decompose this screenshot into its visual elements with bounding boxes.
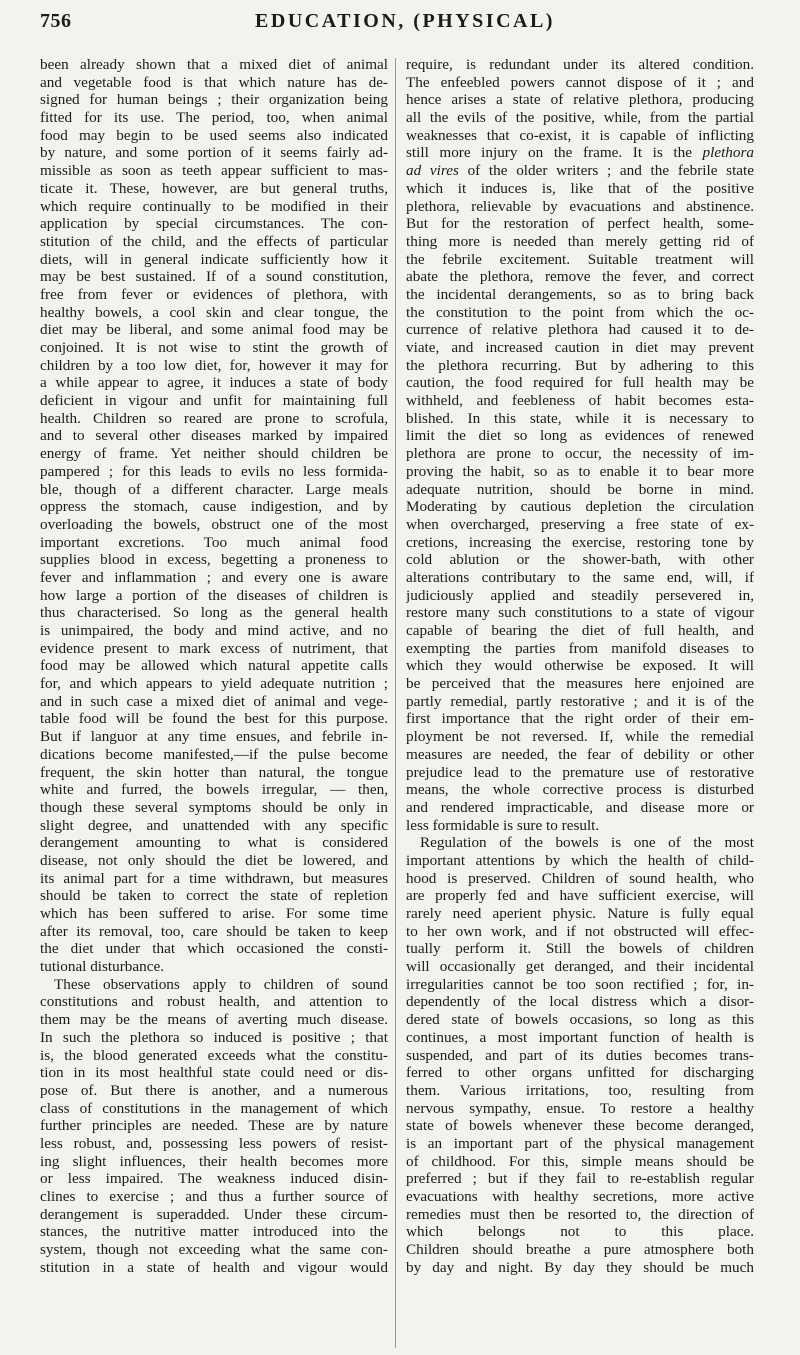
text-line: withheld, and feebleness of habit becomes esta- [406, 392, 754, 410]
left-column [40, 56, 388, 1276]
page-header [40, 10, 770, 40]
text-line: fever and inflammation ; and every one is aware [40, 568, 388, 586]
text-line: ing slight influences, their health becomes more [40, 1152, 388, 1170]
text-line: thing more is needed than merely getting rid of [406, 232, 754, 250]
text-line: for, and which appears to yield adequate nutrition ; [40, 675, 388, 693]
text-line: blished. In this state, while it is necessary to [406, 409, 754, 427]
text-line: prejudice lead to the premature use of restorative [406, 763, 754, 781]
text-line: which has been suffered to arise. For some time [40, 905, 388, 922]
text-line: children by a too low diet, for, however it may for [40, 356, 388, 374]
text-line: slight degree, and unattended with any specific [40, 816, 388, 834]
text-line: irregularities cannot be too soon rectified ; for, in- [406, 975, 754, 993]
text-line: nervous sympathy, ensue. To restore a healthy [406, 1099, 754, 1117]
column-divider [395, 58, 396, 1348]
text-line: which it induces is, like that of the positive [406, 179, 754, 197]
text-line: of childhood. For this, simple means should be [406, 1152, 754, 1170]
text-line: constitutions and robust health, and attention to [40, 993, 388, 1011]
text-line: and vegetable food is that which nature has de- [40, 73, 388, 91]
text-line: plethora, relievable by evacuations and abstinence. [406, 197, 754, 215]
text-line: been already shown that a mixed diet of animal [40, 56, 388, 73]
text-line: diets, will in general indicate sufficiently how it [40, 250, 388, 268]
text-line: still more injury on the frame. It is the plethora [406, 144, 754, 162]
text-line: Regulation of the bowels is one of the most [420, 834, 754, 852]
text-line: suspended, and part of its duties becomes trans- [406, 1046, 754, 1064]
text-line: class of constitutions in the management of which [40, 1099, 388, 1117]
text-line: But if languor at any time ensues, and febrile in- [40, 728, 388, 746]
text-line: pose of. But there is another, and a numerous [40, 1081, 388, 1099]
text-line: food may be allowed which natural appetite calls [40, 657, 388, 675]
text-line: plethora are prone to occur, the necessity of im- [406, 445, 754, 463]
text-line: rarely need aperient physic. Nature is fully equal [406, 905, 754, 922]
text-line: system, though not exceeding what the same con- [40, 1241, 388, 1259]
text-line: measures are needed, the fear of debility or other [406, 745, 754, 763]
text-line: all the evils of the positive, while, from the partial [406, 109, 754, 127]
text-line: food may begin to be used seems also indicated [40, 126, 388, 144]
text-line: which they would otherwise be exposed. It will [406, 657, 754, 675]
text-line: hence arises a state of relative plethora, producing [406, 91, 754, 109]
text-line: and rendered impracticable, and disease more or [406, 798, 754, 816]
text-line: and to several other diseases marked by impaired [40, 427, 388, 445]
text-line: them may be the means of averting much disease. [40, 1011, 388, 1029]
text-line: dependently of the local distress which a disor- [406, 993, 754, 1011]
text-line: by day and night. By day they should be much [406, 1258, 754, 1276]
text-line: free from fever or evidences of plethora, with [40, 285, 388, 303]
text-line: diet may be liberal, and some animal food may be [40, 321, 388, 339]
text-line: a while appear to agree, it induces a state of body [40, 374, 388, 392]
text-line: clines to exercise ; and thus a further source of [40, 1188, 388, 1205]
text-line: capable of bearing the diet of full health, and [406, 622, 754, 639]
text-line: when overcharged, preserving a free state of ex- [406, 515, 754, 533]
text-line: the incidental derangements, so as to bring back [406, 285, 754, 303]
page-number: 756 [40, 10, 72, 32]
text-line: them. Various irritations, too, resulting from [406, 1081, 754, 1099]
text-line: deficient in vigour and unfit for maintaining full [40, 392, 388, 410]
text-line: after its removal, too, care should be taken to keep [40, 922, 388, 940]
text-line: evidence present to mark excess of nutriment, that [40, 639, 388, 657]
text-line: the febrile excitement. Suitable treatment will [406, 250, 754, 268]
text-line: viate, and increased caution in diet may prevent [406, 339, 754, 356]
text-line: is, the blood generated exceeds what the constitu- [40, 1046, 388, 1064]
text-line: by nature, and some portion of it seems fairly ad- [40, 144, 388, 162]
text-line: less formidable is sure to result. [406, 816, 600, 834]
text-line: proving the habit, so as to enable it to bear more [406, 462, 754, 480]
text-line: tually perform it. Still the bowels of children [406, 940, 754, 958]
text-line: its animal part for a time withdrawn, but measures [40, 869, 388, 887]
text-line: These observations apply to children of sound [54, 975, 388, 993]
text-line: limit the diet so long as evidences of renewed [406, 427, 754, 445]
text-line: frequent, the skin hotter than natural, the tongue [40, 763, 388, 781]
text-line: ferred to other organs unfitted for discharging [406, 1064, 754, 1082]
text-line: weaknesses that co-exist, it is capable of inflicting [406, 126, 754, 144]
text-line: stitution of the child, and the effects of particular [40, 232, 388, 250]
text-line: stitution in a state of health and vigour would [40, 1258, 388, 1276]
text-line: healthy bowels, a cool skin and clear tongue, the [40, 303, 388, 321]
text-line: may be best sustained. If of a sound constitution, [40, 268, 388, 286]
text-line: which require continually to be modified in their [40, 197, 388, 215]
text-line: remedies must then be resorted to, the direction of [406, 1205, 754, 1223]
text-line: the constitution to the point from which the oc- [406, 303, 754, 321]
text-line: white and furred, the bowels irregular, — then, [40, 781, 388, 799]
text-line: derangement is superadded. Under these circum- [40, 1205, 388, 1223]
text-line: health. Children so reared are prone to scrofula, [40, 409, 388, 427]
text-line: The enfeebled powers cannot dispose of it ; and [406, 73, 754, 91]
text-line: important excretions. Too much animal food [40, 533, 388, 551]
text-line: tutional disturbance. [40, 958, 164, 976]
text-line: be perceived that the measures here enjoined are [406, 675, 754, 693]
text-line: the plethora recurring. But by adhering to this [406, 356, 754, 374]
text-line: evacuations with healthy secretions, more active [406, 1188, 754, 1205]
text-line: disease, not only should the diet be lowered, and [40, 851, 388, 869]
text-line: supplies blood in excess, begetting a proneness to [40, 551, 388, 569]
text-line: or less impaired. The weakness induced disin- [40, 1170, 388, 1188]
text-line: state of bowels whenever these become deranged, [406, 1117, 754, 1135]
text-line: will occasionally get deranged, and their incidental [406, 958, 754, 976]
text-line: and in such case a mixed diet of animal and vege- [40, 692, 388, 710]
text-line: less robust, and, possessing less powers of resist- [40, 1134, 388, 1152]
text-line: should be taken to correct the state of repletion [40, 887, 388, 905]
text-line: first importance that the right order of their em- [406, 710, 754, 728]
text-line: adequate nutrition, should be borne in mind. [406, 480, 754, 498]
text-line: partly remedial, partly restorative ; and it is of the [406, 692, 754, 710]
text-line: is unimpaired, the body and mind active, and no [40, 622, 388, 639]
text-line: continues, a most important function of health is [406, 1028, 754, 1046]
text-line: is an important part of the physical management [406, 1134, 754, 1152]
text-line: judiciously applied and steadily persevered in, [406, 586, 754, 604]
text-line: Children should breathe a pure atmosphere both [406, 1241, 754, 1259]
text-line: pampered ; for this leads to evils no less formida- [40, 462, 388, 480]
text-line: further principles are needed. These are by nature [40, 1117, 388, 1135]
text-line: tion in its most healthful state could need or dis- [40, 1064, 388, 1082]
text-line: In such the plethora so induced is positive ; that [40, 1028, 388, 1046]
text-line: abate the plethora, remove the fever, and correct [406, 268, 754, 286]
text-line: overloading the bowels, obstruct one of the most [40, 515, 388, 533]
text-line: But for the restoration of perfect health, some- [406, 215, 754, 233]
text-line: though these several symptoms should be only in [40, 798, 388, 816]
text-line: missible as soon as teeth appear sufficient to mas- [40, 162, 388, 180]
text-line: require, is redundant under its altered condition. [406, 56, 754, 73]
text-line: currence of relative plethora had caused it to de- [406, 321, 754, 339]
text-line: fitted for its use. The period, too, when animal [40, 109, 388, 127]
text-line: oppress the stomach, cause indigestion, and by [40, 498, 388, 516]
text-line: ad vires of the older writers ; and the febrile state [406, 162, 754, 180]
text-line: table food will be found the best for this purpose. [40, 710, 388, 728]
text-line: derangement amounting to what is considered [40, 834, 388, 852]
text-line: energy of frame. Yet neither should children be [40, 445, 388, 463]
text-line: thus characterised. So long as the general health [40, 604, 388, 622]
text-line: conjoined. It is not wise to stint the growth of [40, 339, 388, 356]
text-line: to her own work, and if not obstructed will effec- [406, 922, 754, 940]
text-line: Moderating by cautious depletion the circulation [406, 498, 754, 516]
text-line: application by special circumstances. The con- [40, 215, 388, 233]
text-line: stances, the nutritive matter introduced into the [40, 1223, 388, 1241]
text-line: cold ablution or the shower-bath, with other [406, 551, 754, 569]
right-column [406, 56, 754, 1276]
text-line: signed for human beings ; their organization being [40, 91, 388, 109]
text-line: exempting the parties from manifold diseases to [406, 639, 754, 657]
text-line: how large a portion of the diseases of children is [40, 586, 388, 604]
running-title: EDUCATION, (PHYSICAL) [255, 10, 555, 32]
text-line: cretions, increasing the exercise, restoring tone by [406, 533, 754, 551]
text-line: ticate it. These, however, are but general truths, [40, 179, 388, 197]
text-line: dered state of bowels occasions, so long as this [406, 1011, 754, 1029]
text-line: alterations contributary to the same end, will, if [406, 568, 754, 586]
text-line: important attentions by which the health of child- [406, 851, 754, 869]
text-line: ployment be not reversed. If, while the remedial [406, 728, 754, 746]
text-line: means, the whole corrective process is disturbed [406, 781, 754, 799]
text-line: are properly fed and have sufficient exercise, will [406, 887, 754, 905]
text-line: ble, though of a different character. Large meals [40, 480, 388, 498]
text-line: which belongs not to this place. [406, 1223, 754, 1241]
text-line: restore many such constitutions to a state of vigour [406, 604, 754, 622]
text-line: hood is preserved. Children of sound health, who [406, 869, 754, 887]
text-line: dications become manifested,—if the pulse become [40, 745, 388, 763]
text-line: caution, the food required for full health may be [406, 374, 754, 392]
text-line: the diet under that which occasioned the consti- [40, 940, 388, 958]
text-line: preferred ; but if they fail to re-establish regular [406, 1170, 754, 1188]
